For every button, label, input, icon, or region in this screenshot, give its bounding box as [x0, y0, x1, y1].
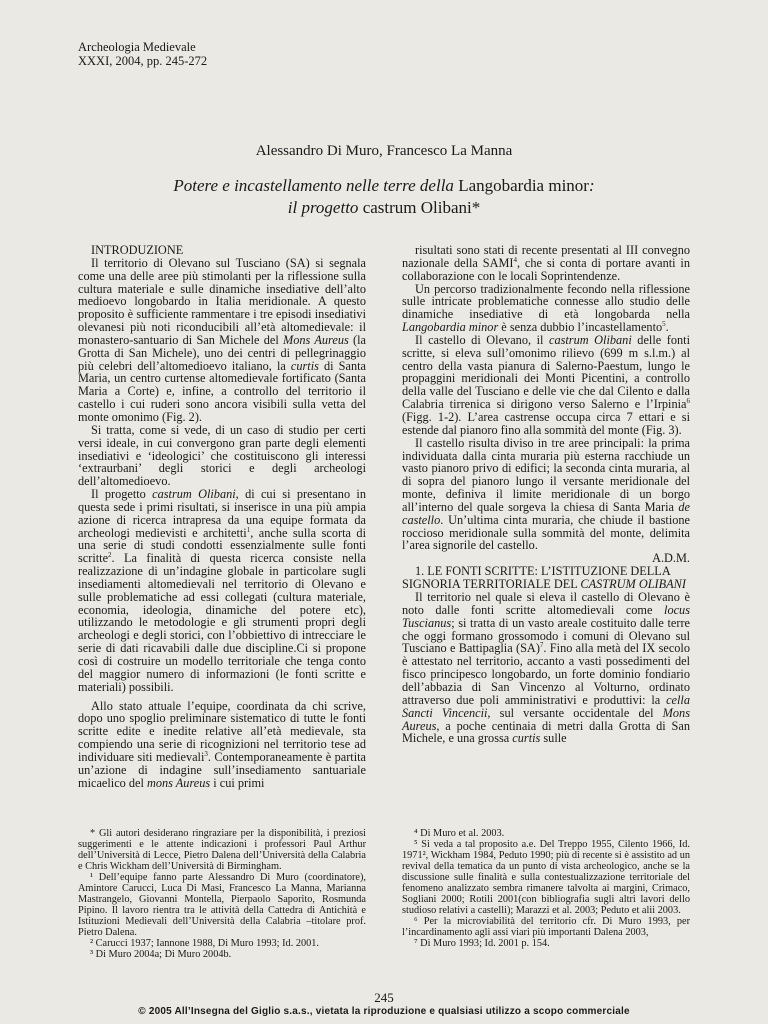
text: , a poche centinaia di metri dalla Grotta di San Michele, e una grossa [402, 718, 690, 746]
text: Un percorso tradizionalmente fecondo nella riflessione sulle intricate problematiche connesse allo studio delle dinamiche insediative di età longobarda nella [402, 281, 690, 322]
authors: Alessandro Di Muro, Francesco La Manna [255, 143, 513, 159]
text: Il progetto [91, 487, 153, 502]
text: cella Sancti Vincencii [402, 692, 690, 720]
right-column [402, 244, 690, 745]
title-part: il progetto [287, 198, 363, 217]
footnote: ⁴ Di Muro et al. 2003. [414, 828, 505, 839]
paragraph [78, 700, 366, 790]
title-part: castrum Olibani [362, 198, 472, 217]
journal-name: Archeologia Medievale [78, 40, 196, 54]
footnote: ³ Di Muro 2004a; Di Muro 2004b. [90, 949, 232, 960]
title-part: Potere e incastellamento nelle terre della [173, 176, 459, 195]
text: Mons Aureus [283, 332, 349, 347]
text: ; si tratta di un vasto areale costituito dalle terre che oggi formano grossomodo i comuni di Olevano sul Tusciano e Battipaglia (SA) [402, 615, 690, 656]
paragraph [402, 244, 690, 283]
text: risultati sono stati di recente presentati al III convegno nazionale della SAMI [402, 243, 690, 270]
text: de castello [402, 499, 690, 527]
title-line-2 [0, 197, 768, 219]
footnote-ref[interactable]: 2 [108, 551, 112, 560]
text: CASTRUM OLIBANI [580, 577, 686, 592]
footnote: ¹ Dell’equipe fanno parte Alessandro Di Muro (coordinatore), Amintore Carucci, Luca Di Masi, Francesco La Manna, Marianna Mastrangelo, Giovanni Montella, Pierpaolo Saporito, Rosmunda Pipino. Il lavoro rientra tra le attività della Cattedra di Antichità e Istituzioni Medievali dell’Università della Calabria –titolare prof. Pietro Dalena. [78, 872, 366, 938]
text: , anche sulla scorta di una serie di studi condotti essenzialmente sulle fonti scritte [78, 525, 366, 566]
text: . Contemporaneamente è partita un’azione di indagine sull’insediamento santuariale micaelico del [78, 749, 367, 790]
paragraph [78, 488, 366, 694]
text: è senza dubbio l’incastellamento [498, 320, 663, 335]
text: Allo stato attuale l’equipe, coordinata da chi scrive, dopo uno spoglio preliminare sistematico di tutte le fonti scritte edite e inedite relative all’età medievale, sta compiendo una serie di ricognizioni nel territorio tese ad individuare siti medievali [78, 698, 366, 764]
author-initials: A.D.M. [652, 551, 690, 566]
title-part: : [588, 176, 595, 195]
text: castrum Olibani, [152, 487, 239, 502]
footnote-ref[interactable]: 7 [539, 641, 544, 650]
footnote-ref[interactable]: 1 [246, 525, 251, 534]
paragraph [402, 283, 690, 334]
text: Langobardia minor [402, 320, 499, 335]
text: . Fino alla metà del IX secolo è attestato nel territorio, accanto a vasti possedimenti del fisco principesco longobardo, un forte dominio fondiario dell’abbazia di San Vincenzo al Volturno, ordinato attraverso due poli amministrativi e produttivi: la [402, 641, 691, 707]
paragraph [402, 591, 690, 745]
text: i cui primi [210, 775, 265, 790]
text: sulle [540, 731, 567, 746]
text: , che si conta di portare avanti in collaborazione con le locali Soprintendenze. [402, 255, 690, 283]
text: di Santa Maria, un centro curtense altomedievale fortificato (Santa Maria a Corte) e, infine, a controllo del territorio il castello i cui ruderi sono ancora visibili sulla vetta del monte omonimo (Fig. 2). [78, 358, 366, 424]
text: castrum Olibani [548, 332, 632, 347]
text: (Figg. 1-2). L’area castrense occupa circa 7 ettari e si estende dal pianoro fino alla sommità del monte (Fig. 3). [402, 409, 690, 437]
journal-volume: XXXI, 2004, pp. 245-272 [78, 54, 208, 68]
text: di cui si presentano in questa sede i primi risultati, si inserisce in una più ampia azione di ricerca intrapresa da una equipe formata da archeologi medievisti e architetti [78, 487, 366, 540]
text: curtis [512, 731, 541, 746]
title-part: * [471, 198, 481, 217]
text: curtis [290, 358, 319, 373]
text: . Un’ultima cinta muraria, che chiude il bastione roccioso meridionale sulla sommità del monte, delimita l’area signorile del castello. [402, 512, 690, 553]
text: locus Tuscianus [402, 602, 690, 630]
footnote: ⁷ Di Muro 1993; Id. 2001 p. 154. [414, 938, 550, 949]
footnotes-left [78, 828, 366, 960]
section-heading-introduzione: INTRODUZIONE [91, 243, 184, 257]
footnote-ref[interactable]: 3 [204, 749, 208, 758]
left-column [78, 244, 366, 789]
section-heading-1 [402, 565, 690, 591]
text: Il territorio di Olevano sul Tusciano (SA) si segnala come una delle aree più stimolanti per la riflessione sulla cultura materiale e sulle dinamiche insediative dell’alto medioevo longobardo in Italia meridionale. A questo proposito è sufficiente rammentare i tre episodi insediativi olevanesi più noti riconducibili all’età altomedievale: il monastero-santuario di San Michele del [78, 255, 366, 347]
text: Il castello di Olevano, il [415, 332, 549, 347]
text: , sul versante occidentale del [487, 705, 663, 720]
paragraph [78, 257, 366, 424]
footnote: ⁵ Si veda a tal proposito a.e. Del Treppo 1955, Cilento 1966, Id. 1971², Wickham 1984, Peduto 1990; più di recente si è assistito ad un revival della tematica da un punto di vista archeologico, anche se la discussione sulle finalità e sulla contestualizzazione territoriale del fenomeno analizzato sembra rimanere talvolta ai margini, Crimaco, Sogliani 2000; Rotili 2001(con bibliografia sugli altri lavori dello studioso relativi a castelli); Marazzi et al. 2003; Peduto et alii 2003. [402, 839, 690, 916]
paragraph [402, 437, 690, 553]
text: 1. LE FONTI SCRITTE: L’ISTITUZIONE DELLA SIGNORIA TERRITORIALE DEL [402, 564, 671, 592]
article-title [0, 175, 768, 219]
footnote-ref[interactable]: 4 [513, 255, 517, 264]
footnote-ref[interactable]: 6 [686, 397, 690, 406]
paragraph: Si tratta, come si vede, di un caso di studio per certi versi ideale, in cui convergono gran parte degli elementi insediativi e ‘ideologici’ che costituiscono gli interessi ‘extraurbani’ degli storici e degli archeologi dell’altomedioevo. [78, 422, 366, 489]
text: mons Aureus [146, 775, 211, 790]
text: Mons Aureus [402, 705, 690, 733]
title-line-1 [0, 175, 768, 197]
footnote: * Gli autori desiderano ringraziare per la disponibilità, i preziosi suggerimenti e le attente indicazioni i professori Paul Arthur dell’Università di Lecce, Pietro Dalena dell’Università della Calabria e Chris Wickham dell’Università di Birmingham. [78, 828, 366, 872]
text: delle fonti scritte, si eleva sull’omonimo rilievo (699 m s.l.m.) al centro della vasta pianura di Salerno-Paestum, lungo le propaggini meridionali dei Monti Picentini, a controllo della valle del Tusciano e delle vie che dal Cilento e dalla Calabria tirrenica si dirigono verso Salerno e l’Irpinia [402, 332, 690, 412]
text: (la Grotta di San Michele), uno dei centri di pellegrinaggio più celebri dell’altomedioevo italiano, la [78, 332, 366, 373]
paragraph [402, 334, 690, 437]
footnote-ref[interactable]: 5 [662, 319, 666, 328]
footnote: ² Carucci 1937; Iannone 1988, Di Muro 1993; Id. 2001. [90, 938, 320, 949]
text: . [665, 320, 669, 335]
page-number: 245 [374, 990, 394, 1005]
journal-header [78, 40, 207, 68]
footnotes-right [402, 828, 690, 949]
title-part: Langobardia minor [458, 176, 589, 195]
copyright-notice: © 2005 All’Insegna del Giglio s.a.s., vietata la riproduzione e qualsiasi utilizzo a scopo commerciale [138, 1006, 630, 1017]
footnote: ⁶ Per la microviabilità del territorio cfr. Di Muro 1993, per l’incardinamento agli assi viari più importanti Dalena 2003, [402, 916, 690, 938]
text: . La finalità di questa ricerca consiste nella realizzazione di un’indagine globale in particolare sugli insediamenti altomedievali nel territorio di Olevano e sulle problematiche ad essi collegati (cultura materiale, economia, ideologia, dinamiche del potere etc), utilizzando le metodologie e gli strumenti propri degli archeologi e degli storici, con l’obbiettivo di intrecciare le serie di dati ricavabili dalle due discipline.Ci si propone così di costruire un modello territoriale che tenga conto del maggior numero di informazioni (le fonti scritte e materiali) possibili. [78, 551, 366, 694]
text: Il castello risulta diviso in tre aree principali: la prima individuata dalla cinta muraria più esterna racchiude un vasto pianoro privo di edifici; la seconda cinta muraria, al di sopra del pianoro lungo il versante meridionale del monte, definiva il limite meridionale di un borgo all’interno del quale sorgeva la chiesa di Santa Maria [402, 435, 690, 514]
text: Il territorio nel quale si eleva il castello di Olevano è noto dalle fonti scritte altomedievali come [402, 590, 690, 617]
